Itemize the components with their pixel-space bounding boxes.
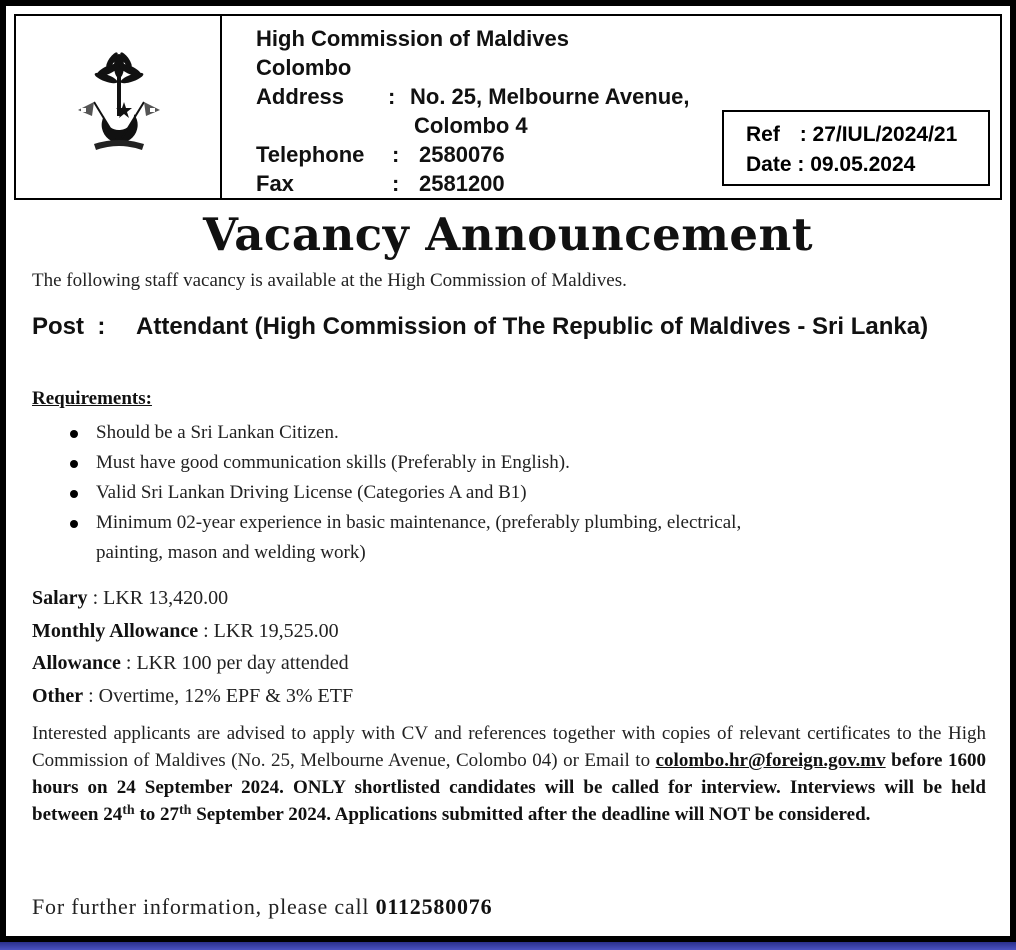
allowance-label: Allowance bbox=[32, 652, 121, 674]
address-label: Address bbox=[256, 84, 345, 109]
list-item: Valid Sri Lankan Driving License (Categories A and B1) bbox=[64, 478, 864, 508]
requirements-heading: Requirements: bbox=[32, 388, 152, 409]
telephone-label: Telephone bbox=[256, 142, 365, 167]
list-item: Should be a Sri Lankan Citizen. bbox=[64, 418, 864, 448]
other-value: : Overtime, 12% EPF & 3% ETF bbox=[88, 684, 354, 707]
date-label: Date bbox=[746, 153, 792, 176]
date-range-text: to 27 bbox=[134, 804, 180, 825]
instructions-text: Interested applicants are advised to apply with CV and references together with copies of relevant certificates to the High Commission of Maldives (No. 25, Melbourne Avenue, Colombo 04) or Email to bbox=[32, 723, 986, 771]
post-label: Post bbox=[32, 313, 85, 340]
ref-value: 27/IUL/2024/21 bbox=[812, 123, 958, 146]
telephone-colon: : bbox=[392, 142, 400, 167]
footer-text: For further information, please call bbox=[32, 894, 370, 919]
closing-text: September 2024. Applications submitted after the deadline will NOT be considered. bbox=[191, 804, 871, 825]
fax-label: Fax bbox=[256, 171, 294, 196]
intro-text: The following staff vacancy is available at the High Commission of Maldives. bbox=[32, 270, 627, 291]
fax-value: 2581200 bbox=[419, 171, 505, 196]
letterhead bbox=[14, 14, 1002, 200]
salary-label: Salary bbox=[32, 587, 88, 609]
address-line2: Colombo 4 bbox=[414, 113, 528, 138]
org-name: High Commission of Maldives bbox=[256, 26, 569, 51]
ref-label: Ref bbox=[746, 123, 780, 146]
emblem-cell bbox=[16, 16, 222, 198]
ref-box: Ref : 27/IUL/2024/21 Date : 09.05.2024 bbox=[722, 110, 990, 186]
address-colon: : bbox=[388, 84, 396, 109]
pay-section bbox=[32, 582, 353, 712]
other-label: Other bbox=[32, 684, 84, 707]
list-item: Must have good communication skills (Preferably in English). bbox=[64, 448, 864, 478]
address-line1: No. 25, Melbourne Avenue, bbox=[410, 84, 690, 109]
ordinal-suffix: th bbox=[122, 803, 135, 818]
allowance-value: : LKR 100 per day attended bbox=[125, 652, 349, 674]
email-link[interactable]: colombo.hr@foreign.gov.mv bbox=[655, 750, 886, 771]
maldives-emblem-icon bbox=[64, 52, 174, 162]
salary-value: : LKR 13,420.00 bbox=[92, 587, 229, 609]
post-value: Attendant (High Commission of The Republic of Maldives - Sri Lanka) bbox=[136, 313, 929, 340]
monthly-allowance-label: Monthly Allowance bbox=[32, 619, 199, 642]
footer-contact bbox=[32, 894, 492, 920]
ordinal-suffix: th bbox=[179, 803, 192, 818]
date-value: 09.05.2024 bbox=[810, 153, 916, 176]
deadline-text: before 1600 hours on 24 September 2024. ONLY shortlisted candidates will be called for interview. Interviews will be held between 24 bbox=[32, 750, 987, 825]
page-title: Vacancy Announcement bbox=[202, 208, 813, 261]
monthly-allowance-value: : LKR 19,525.00 bbox=[203, 619, 339, 642]
list-item: Minimum 02-year experience in basic maintenance, (preferably plumbing, electrical, painting, mason and welding work) bbox=[64, 508, 784, 568]
org-city: Colombo bbox=[256, 55, 352, 80]
bottom-strip bbox=[0, 942, 1016, 950]
requirements-list bbox=[64, 418, 864, 568]
telephone-value: 2580076 bbox=[419, 142, 505, 167]
application-instructions bbox=[32, 720, 986, 828]
post-colon: : bbox=[97, 313, 106, 340]
fax-colon: : bbox=[392, 171, 400, 196]
footer-phone: 0112580076 bbox=[375, 894, 493, 919]
